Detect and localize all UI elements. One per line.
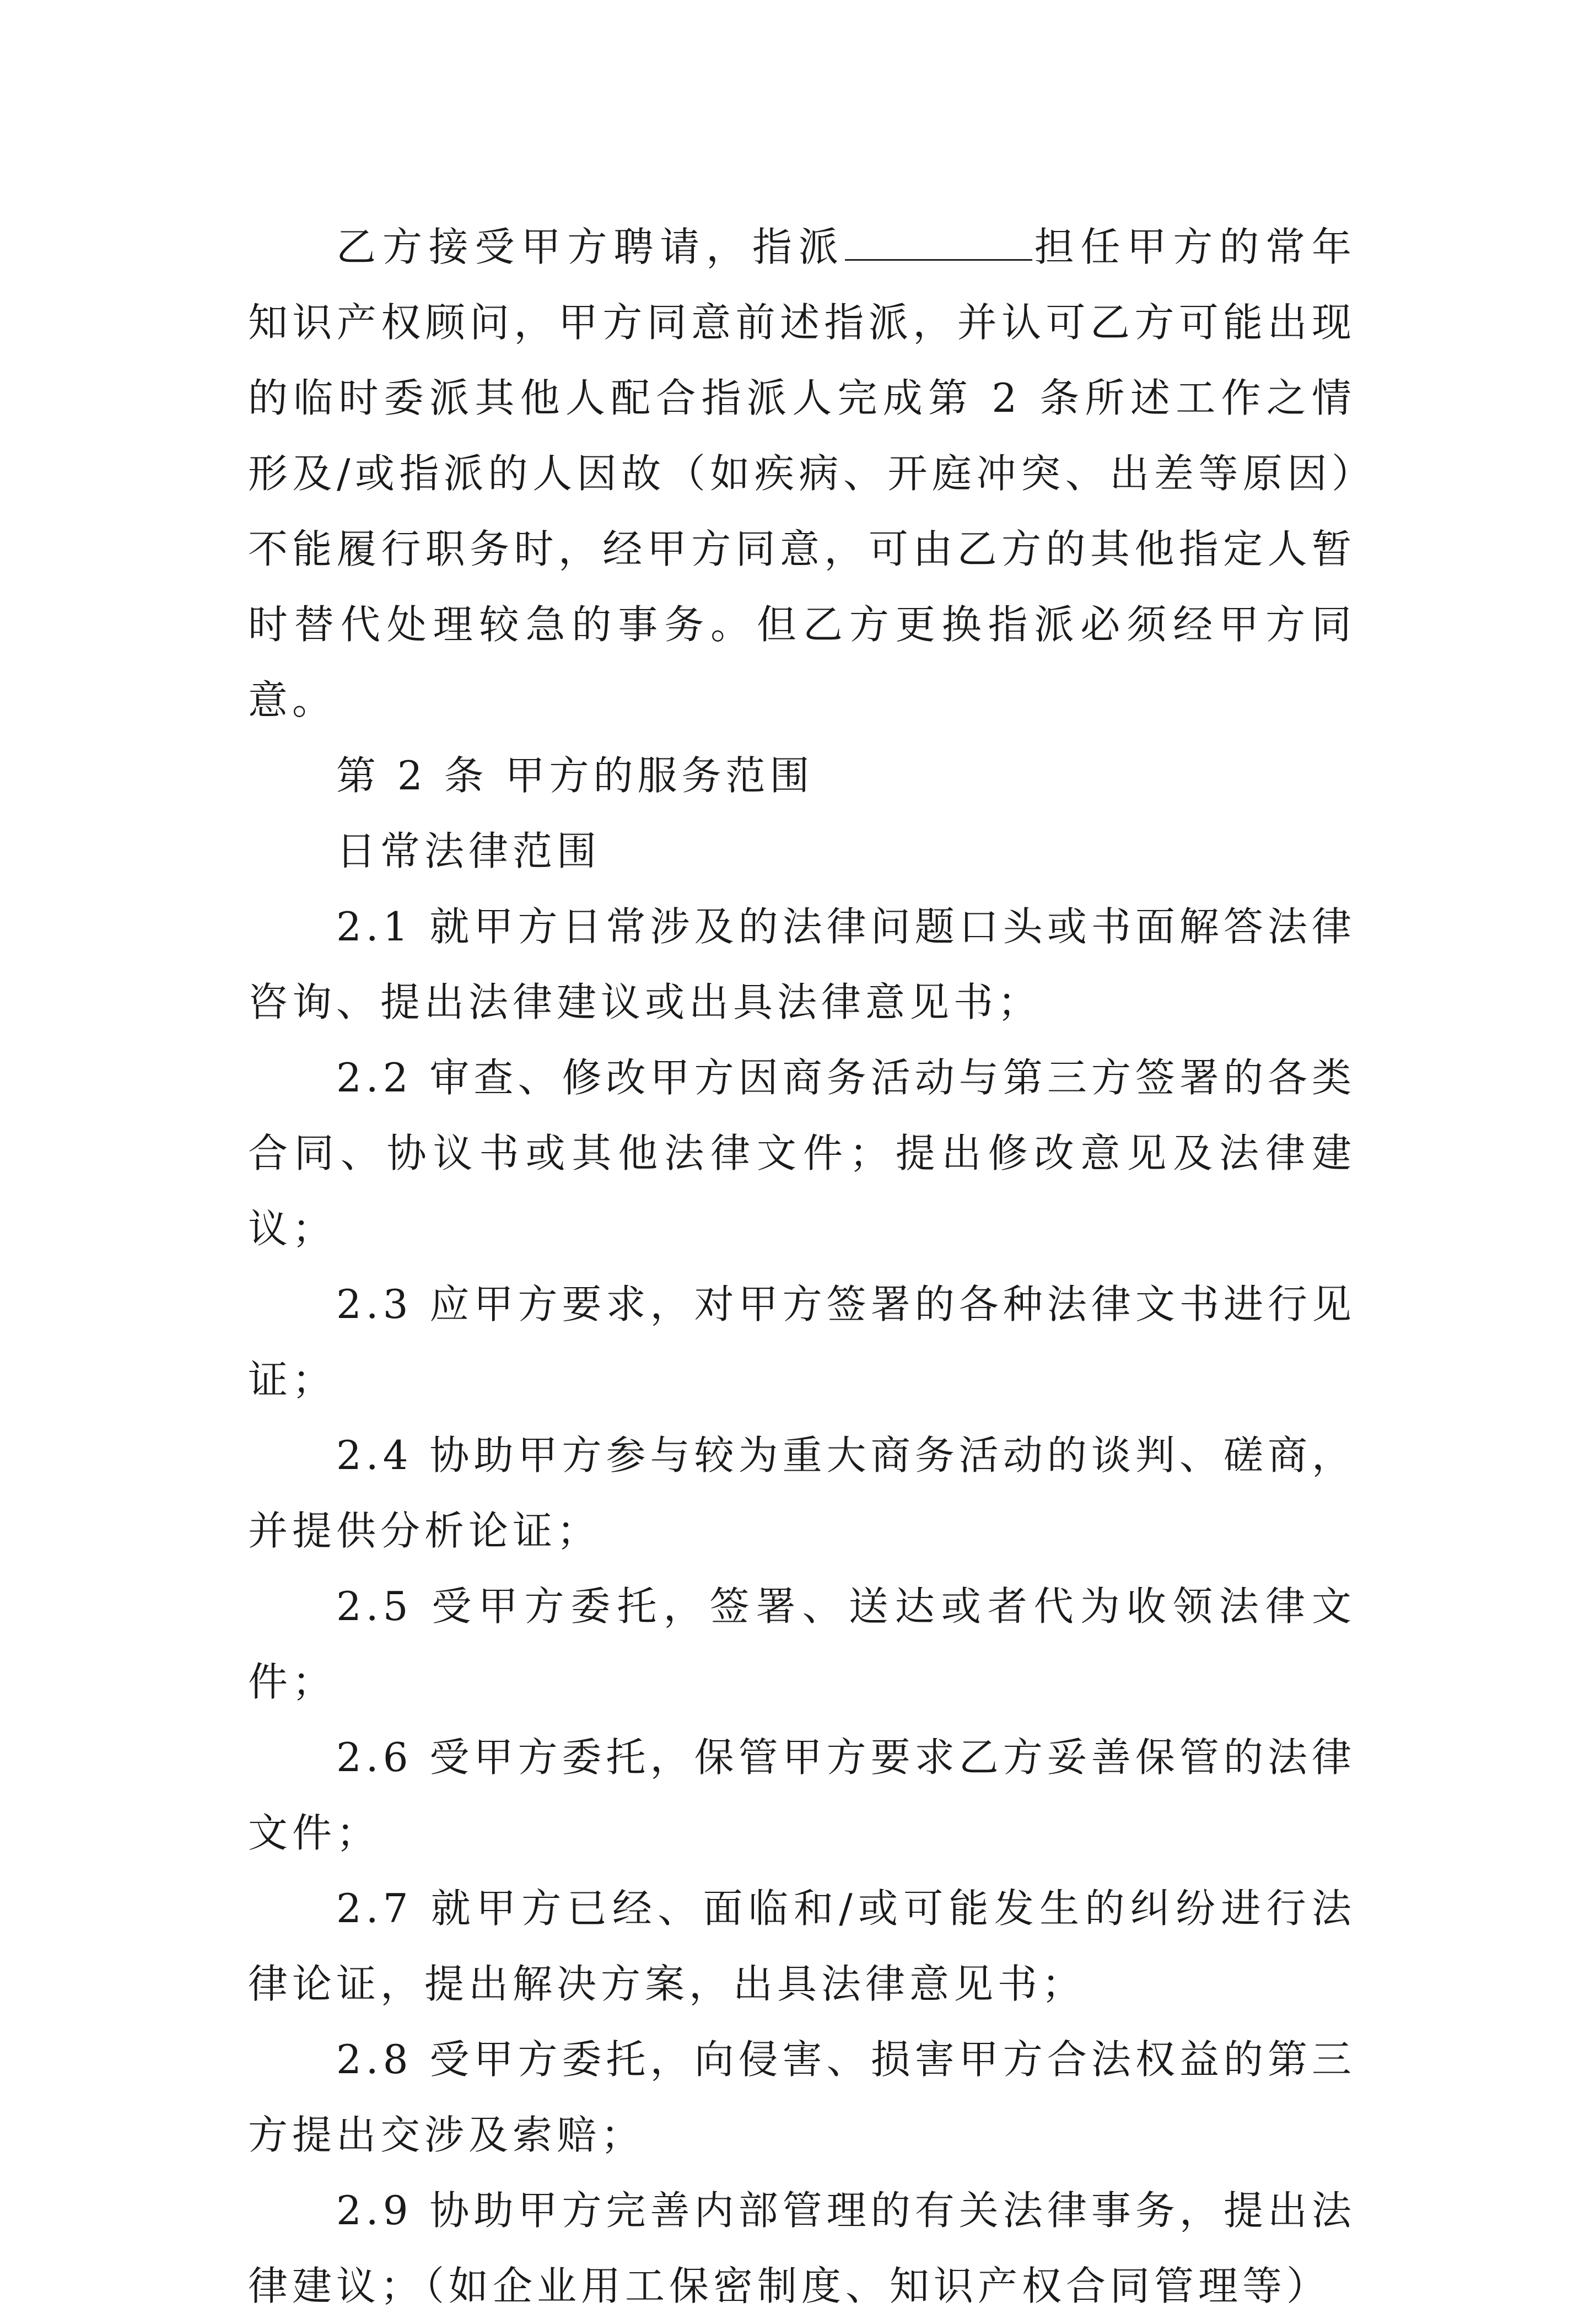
clause-2-2: 2.2 审查、修改甲方因商务活动与第三方签署的各类合同、协议书或其他法律文件；提出修改意见及法律建议； (248, 1055, 1356, 1252)
clause-2-6: 2.6 受甲方委托，保管甲方要求乙方妥善保管的法律文件； (248, 1734, 1356, 1856)
appointee-blank-line (845, 226, 1032, 261)
clause-2-8: 2.8 受甲方委托，向侵害、损害甲方合法权益的第三方提出交涉及索赔； (248, 2036, 1356, 2158)
clause-2-3: 2.3 应甲方要求，对甲方签署的各种法律文书进行见证； (248, 1281, 1356, 1403)
article-2-heading: 第 2 条 甲方的服务范围 (336, 752, 814, 799)
clause-2-9: 2.9 协助甲方完善内部管理的有关法律事务，提出法律建议；（如企业用工保密制度、知识产权合同管理等） (248, 2187, 1356, 2309)
clause-2-1: 2.1 就甲方日常涉及的法律问题口头或书面解答法律咨询、提出法律建议或出具法律意见书； (248, 903, 1356, 1025)
daily-scope-heading: 日常法律范围 (336, 828, 601, 874)
paragraph-appointment (248, 209, 1356, 738)
document-body (248, 209, 1356, 2324)
appointment-text-after: 担任甲方的常年知识产权顾问，甲方同意前述指派，并认可乙方可能出现的临时委派其他人配合指派人完成第 2 条所述工作之情形及/或指派的人因故（如疾病、开庭冲突、出差等原因）不能履行职务时，经甲方同意，可由乙方的其他指定人暂时替代处理较急的事务。但乙方更换指派必须经甲方同意。 (248, 224, 1356, 723)
clause-2-4: 2.4 协助甲方参与较为重大商务活动的谈判、磋商，并提供分析论证； (248, 1432, 1356, 1554)
appointment-text-before: 乙方接受甲方聘请，指派 (336, 224, 845, 270)
clause-2-5: 2.5 受甲方委托，签署、送达或者代为收领法律文件； (248, 1583, 1356, 1705)
clause-2-7: 2.7 就甲方已经、面临和/或可能发生的纠纷进行法律论证，提出解决方案，出具法律意见书； (248, 1885, 1356, 2007)
